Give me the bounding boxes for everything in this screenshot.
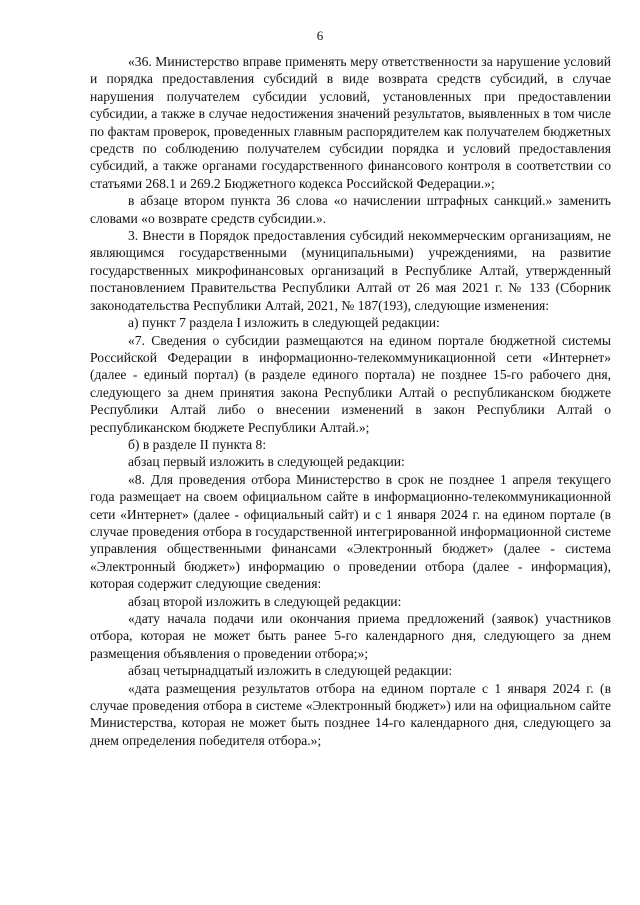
paragraph-results-date: «дата размещения результатов отбора на едином портале с 1 января 2024 г. (в случае проведения отбора в системе «Электронный бюджет») или на официальном сайте Министерства, которая не может быть позднее 14-го календарного дня, следующего за днем определения победителя отбора.»; xyxy=(90,680,611,748)
paragraph-clause-36-amendment: в абзаце втором пункта 36 слова «о начислении штрафных санкций.» заменить словами «о возврате средств субсидии.». xyxy=(90,193,611,226)
paragraph-fourteenth-abzac: абзац четырнадцатый изложить в следующей редакции: xyxy=(128,663,453,679)
paragraph-subitem-b: б) в разделе II пункта 8: xyxy=(128,436,267,452)
paragraph-submission-date: «дату начала подачи или окончания приема предложений (заявок) участников отбора, которая не может быть ранее 5-го календарного дня, следующего за днем размещения объявления о проведении отбора;»; xyxy=(90,611,611,661)
paragraph-subitem-a: а) пункт 7 раздела I изложить в следующей редакции: xyxy=(128,315,440,331)
paragraph-clause-36: «36. Министерство вправе применять меру ответственности за нарушение условий и порядка предоставления субсидий в виде возврата средств субсидий, в случае нарушения получателем субсидии условий, установленных при предоставлении субсидии, а также в случае недостижения значений результатов, выявленных в том числе по фактам проверок, проведенных главным распорядителем как получателем бюджетных средств по соблюдению получателем субсидии порядка и условий предоставления субсидий, а также органами государственного финансового контроля в соответствии со статьями 268.1 и 269.2 Бюджетного кодекса Российской Федерации.»; xyxy=(90,54,611,191)
paragraph-first-abzac: абзац первый изложить в следующей редакции: xyxy=(128,454,405,470)
paragraph-second-abzac: абзац второй изложить в следующей редакции: xyxy=(128,593,402,609)
page-number: 6 xyxy=(316,28,324,43)
paragraph-clause-8: «8. Для проведения отбора Министерство в срок не позднее 1 апреля текущего года размещает на своем официальном сайте в информационно-телекоммуникационной сети «Интернет» (далее - официальный сайт) и с 1 января 2024 г. на едином портале (в случае проведения отбора в государственной интегрированной информационной системе управления общественными финансами «Электронный бюджет» (далее - система «Электронный бюджет») информацию о проведении отбора (далее - информация), которая содержит следующие сведения: xyxy=(90,471,611,592)
paragraph-clause-7: «7. Сведения о субсидии размещаются на едином портале бюджетной системы Российской Федерации в информационно-телекоммуникационной сети «Интернет» (далее - единый портал) (в разделе единого портала) не позднее 15-го рабочего дня, следующего за днем принятия закона Республики Алтай о республиканском бюджете Республики Алтай либо о внесении изменений в закон Республики Алтай о республиканском бюджете Республики Алтай.»; xyxy=(90,332,611,435)
document-body xyxy=(90,53,611,749)
paragraph-item-3: 3. Внести в Порядок предоставления субсидий некоммерческим организациям, не являющимся государственными (муниципальными) учреждениями, на развитие государственных микрофинансовых организаций в Республике Алтай, утвержденный постановлением Правительства Республики Алтай от 26 мая 2021 г. № 133 (Сборник законодательства Республики Алтай, 2021, № 187(193), следующие изменения: xyxy=(90,228,611,313)
